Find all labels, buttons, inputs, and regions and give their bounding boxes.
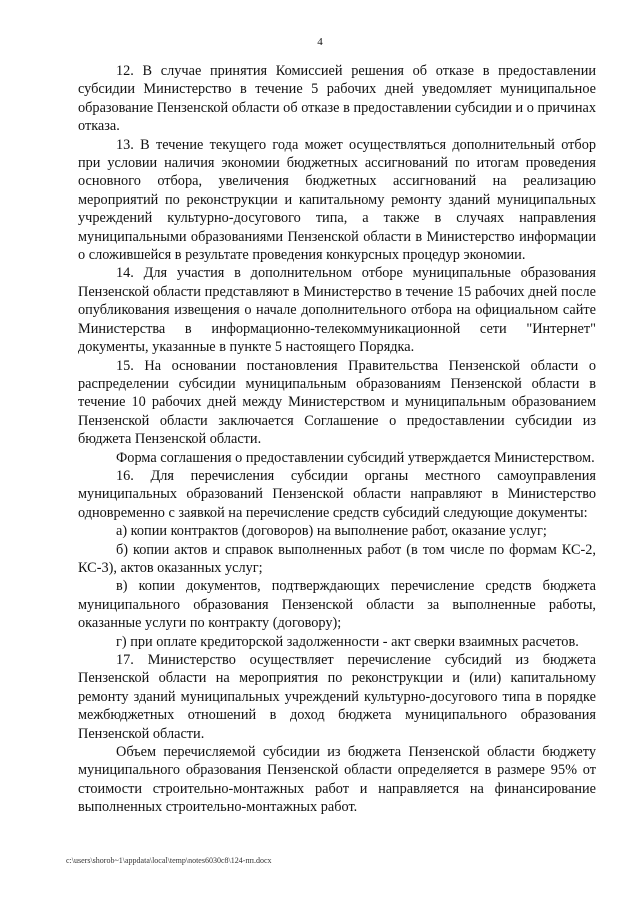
paragraph-subsidy-volume: Объем перечисляемой субсидии из бюджета Пензенской области бюджету муниципального образования Пензенской области определяется в размере 95% от стоимости строительно-монтажных работ и направляется на финансирование выполненных строительно-монтажных работ. (78, 744, 596, 816)
paragraph-17: 17. Министерство осуществляет перечисление субсидий из бюджета Пензенской области на мероприятия по реконструкции и (или) капитальному ремонту зданий муниципальных учреждений культурно-досугового типа в порядке межбюджетных отношений в доход бюджета муниципального образования Пензенской области. (78, 652, 596, 742)
footer-file-path: c:\users\shorob~1\appdata\local\temp\notes6030c8\124-пп.docx (66, 856, 272, 865)
list-item-g: г) при оплате кредиторской задолженности - акт сверки взаимных расчетов. (116, 633, 579, 650)
paragraph-13: 13. В течение текущего года может осуществляться дополнительный отбор при условии наличия экономии бюджетных ассигнований по итогам проведения основного отбора, увеличения бюджетных ассигнований на реализацию мероприятий по реконструкции и капитальному ремонту зданий муниципальных учреждений культурно-досугового типа, а также в случаях направления муниципальными образованиями Пензенской области в Министерство информации о сложившейся в результате проведения конкурсных процедур экономии. (78, 136, 596, 264)
paragraph-15: 15. На основании постановления Правительства Пензенской области о распределении субсидии муниципальным образованиям Пензенской области в течение 10 рабочих дней между Министерством и муниципальным образованием Пензенской области заключается Соглашение о предоставлении субсидии из бюджета Пензенской области. (78, 357, 596, 448)
document-body (78, 62, 596, 817)
list-item-a: а) копии контрактов (договоров) на выполнение работ, оказание услуг; (116, 523, 547, 540)
paragraph-14: 14. Для участия в дополнительном отборе муниципальные образования Пензенской области представляют в Министерство в течение 15 рабочих дней после опубликования извещения о начале дополнительного отбора на официальном сайте Министерства в информационно-телекоммуникационной сети "Интернет" документы, указанные в пункте 5 настоящего Порядка. (78, 265, 596, 356)
paragraph-16: 16. Для перечисления субсидии органы местного самоуправления муниципальных образований Пензенской области направляют в Министерство одновременно с заявкой на перечисление средств субсидий следующие документы: (78, 467, 596, 521)
paragraph-agreement-form: Форма соглашения о предоставлении субсидий утверждается Министерством. (116, 449, 595, 466)
list-item-v: в) копии документов, подтверждающих перечисление средств бюджета муниципального образования Пензенской области за выполненные работы, оказанные услуги по контракту (договору); (78, 578, 596, 632)
list-item-b: б) копии актов и справок выполненных работ (в том числе по формам КС-2, КС-3), актов оказанных услуг; (78, 541, 596, 576)
page-number: 4 (317, 36, 323, 48)
paragraph-12: 12. В случае принятия Комиссией решения об отказе в предоставлении субсидии Министерство в течение 5 рабочих дней уведомляет муниципальное образование Пензенской области об отказе в предоставлении субсидии и о причинах отказа. (78, 63, 596, 135)
